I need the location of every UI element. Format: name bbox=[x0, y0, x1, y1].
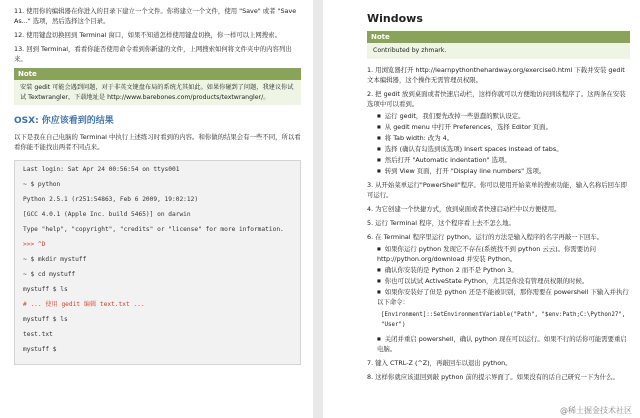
windows-step-list bbox=[367, 65, 630, 382]
sub-item: ■ 选择 (确认有勾选到该选项) Insert spaces instead of tabs。 bbox=[377, 144, 630, 154]
note-body: Contributed by zhmark. bbox=[367, 43, 630, 59]
sub-list bbox=[367, 334, 630, 354]
sub-item: ■ 运行 gedit，我们要先改掉一些愚蠢的默认设定。 bbox=[377, 111, 630, 121]
step-item: 5. 运行 Terminal 程序，这个程序看上去不怎么地。 bbox=[367, 218, 515, 227]
right-page bbox=[323, 0, 640, 418]
watermark: @稀土掘金技术社区 bbox=[560, 406, 632, 415]
note-box bbox=[367, 31, 630, 59]
step-item: 7. 键入 CTRL-Z (^Z)，再敲回车以退出 python。 bbox=[367, 358, 512, 367]
note-title: Note bbox=[14, 68, 301, 80]
sub-item: ■ 从 gedit menu 中打开 Preferences，选择 Editor 页面。 bbox=[377, 122, 630, 132]
step-item: 13. 回到 Terminal，看看你能否使用命令看到你新建的文件，上网搜索如何将文件夹中的内容列出来。 bbox=[14, 45, 292, 63]
terminal-block bbox=[14, 160, 301, 365]
windows-heading: Windows bbox=[367, 12, 423, 25]
terminal-line: ~ $ python bbox=[23, 181, 61, 188]
terminal-line: >>> ^D bbox=[23, 241, 46, 248]
step-item: 1. 用浏览器打开 http://learnpythonthehardway.org/exercise0.html 下载并安装 gedit 文本编辑器，这个操作无需管理员权限。 bbox=[367, 65, 625, 84]
step-item: 6. 在 Terminal 程序里运行 python。运行的方法是输入程序的名字再敲一下回车。 ■ 如果你运行 python 发现它不存在(系统找不到 python 云云)。你需要访问 http://python.org/download 并安装 Python。 ■ 确认你安装的是 Python 2 而不是 Python 3。 ■ 你也可以试试 ActiveState Python，尤其是你没有管理员权限的时候。 ■ 如果你安装好了但是 python 还是不能被识别，那你需要在 powershell 下输入并执行以下命令： [Environment]::SetEnvironmentVariable("Path", "$env:Path;C:\Python27", "User") ■ 关闭并重启 powershell，确认 python 现在可以运行。如果不行的话你可能需要重启电脑。 bbox=[367, 232, 630, 354]
step-item: 12. 使用键盘切换回到 Terminal 窗口，如果不知道怎样使用键盘切换，你一样可以上网搜索。 bbox=[14, 31, 281, 39]
left-page bbox=[0, 0, 313, 418]
terminal-line: mystuff $ bbox=[23, 346, 57, 353]
sub-item: ■ 如果你安装好了但是 python 还是不能被识别，那你需要在 powershell 下输入并执行以下命令： bbox=[377, 287, 630, 307]
sub-item: ■ 然后打开 "Automatic indentation" 选项。 bbox=[377, 155, 630, 165]
terminal-line: ~ $ mkdir mystuff bbox=[23, 256, 87, 263]
terminal-line: Last login: Sat Apr 24 00:56:54 on ttys001 bbox=[23, 166, 180, 173]
sub-item: ■ 将 Tab width: 改为 4。 bbox=[377, 133, 630, 143]
note-box bbox=[14, 68, 301, 105]
terminal-line: Type "help", "copyright", "credits" or "license" for more information. bbox=[23, 226, 284, 233]
step-item: 8. 这样你就应该退回到敲 python 前的提示界面了。如果没有的话自己研究一下为什么。 bbox=[367, 372, 619, 381]
sub-list bbox=[367, 244, 630, 307]
step-item: 3. 从开始菜单运行"PowerShell"程序。你可以使用开始菜单的搜索功能，输入名称后回车即可运行。 bbox=[367, 180, 627, 199]
step-item: 4. 为它创建一个快捷方式，放到桌面或者快速启动栏中以方便使用。 bbox=[367, 204, 561, 213]
note-title: Note bbox=[367, 31, 630, 43]
terminal-line: [GCC 4.0.1 (Apple Inc. build 5465)] on darwin bbox=[23, 211, 191, 218]
terminal-line: Python 2.5.1 (r251:54863, Feb 6 2009, 19:02:12) bbox=[23, 196, 199, 203]
osx-intro: 以下是我在自己电脑的 Terminal 中执行上述练习时看到的内容。和你做的结果会有一些不同，所以看看你能不能找出两者不同点来。 bbox=[14, 133, 301, 151]
step-item: 11. 使用你的编辑器在你进入的目录下建立一个文件。你将建立一个文件，使用 "Save" 或者 "Save As..." 选项，然后选择这个目录。 bbox=[14, 7, 297, 25]
powershell-command: [Environment]::SetEnvironmentVariable("Path", "$env:Path;C:\Python27", "User") bbox=[381, 311, 626, 328]
terminal-line: # ... 使用 gedit 编辑 text.txt ... bbox=[23, 301, 145, 308]
sub-list bbox=[367, 111, 630, 176]
terminal-line: test.txt bbox=[23, 331, 53, 338]
sub-item: ■ 转到 View 页面，打开 "Display line numbers" 选项。 bbox=[377, 166, 630, 176]
terminal-line: mystuff $ ls bbox=[23, 316, 68, 323]
note-body: 安装 gedit 可能会遇到问题，对于非英文键盘布局的系统尤其如此。如果你碰到了问题，我建议你试试 Textwrangler，下载地址是 http://www.barebones.com/products/textwrangler/。 bbox=[14, 80, 301, 105]
sub-item: ■ 如果你运行 python 发现它不存在(系统找不到 python 云云)。你需要访问 http://python.org/download 并安装 Python。 bbox=[377, 244, 630, 264]
sub-item: ■ 关闭并重启 powershell，确认 python 现在可以运行。如果不行的话你可能需要重启电脑。 bbox=[377, 334, 630, 354]
sub-item: ■ 确认你安装的是 Python 2 而不是 Python 3。 bbox=[377, 265, 630, 275]
left-step-list bbox=[14, 6, 301, 64]
osx-heading: OSX: 你应该看到的结果 bbox=[14, 116, 114, 126]
terminal-line: mystuff $ ls bbox=[23, 286, 68, 293]
terminal-line: ~ $ cd mystuff bbox=[23, 271, 76, 278]
step-item: 2. 把 gedit 放到桌面或者快速启动栏，这样你就可以方便地访问到该程序了。这两条在安装选项中可以看到。 ■ 运行 gedit，我们要先改掉一些愚蠢的默认设定。 ■ 从 gedit menu 中打开 Preferences，选择 Editor 页面。 ■ 将 Tab width: 改为 4。 ■ 选择 (确认有勾选到该选项) Insert spaces instead of tabs。 ■ 然后打开 "Automatic indentation" 选项。 ■ 转到 View 页面，打开 "Display line numbers" 选项。 bbox=[367, 89, 630, 176]
sub-item: ■ 你也可以试试 ActiveState Python，尤其是你没有管理员权限的时候。 bbox=[377, 276, 630, 286]
